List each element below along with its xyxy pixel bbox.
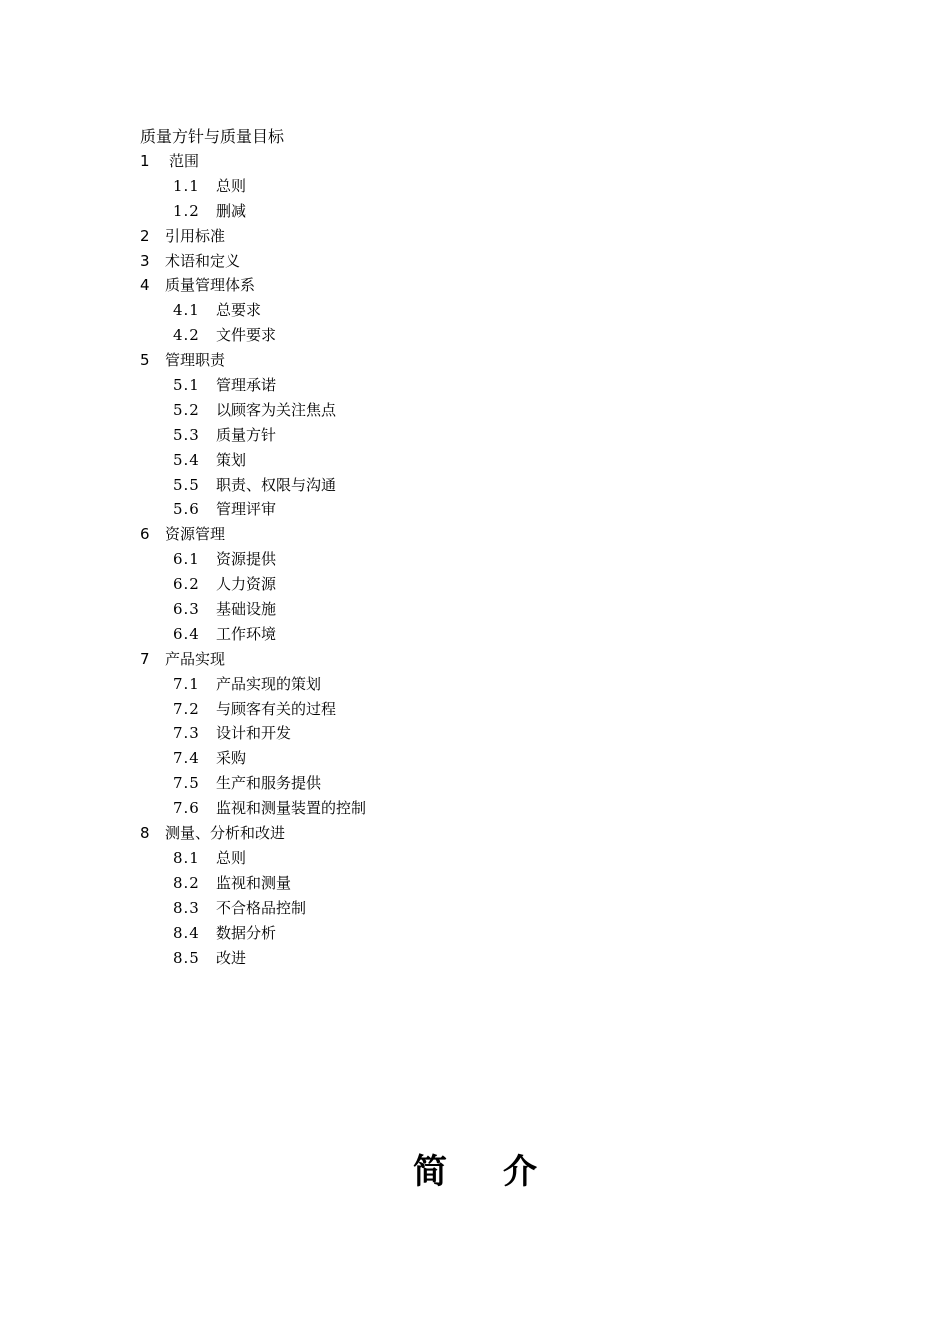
toc-entry-number: 5.2 [173, 400, 200, 419]
toc-entry-number: 8 [140, 824, 150, 843]
toc-subsection [140, 921, 740, 946]
toc-entry-number: 5.1 [173, 376, 200, 395]
toc-entry-label: 管理承诺 [216, 376, 277, 395]
toc-entry-label: 引用标准 [165, 226, 226, 245]
toc-subsection [140, 199, 740, 224]
toc-subsection [140, 672, 740, 697]
toc-entry-number: 5.5 [173, 475, 200, 494]
toc-entry-number: 7.4 [173, 749, 200, 768]
toc-subsection [140, 398, 740, 423]
toc-entry-label: 质量方针 [216, 425, 277, 444]
introduction-heading: 简介 [413, 1152, 593, 1192]
toc-entry-number: 6.2 [173, 575, 200, 594]
toc-subsection [140, 572, 740, 597]
toc-entry-number: 7.5 [173, 774, 200, 793]
toc-entry-number: 1 [140, 152, 150, 170]
toc-entry-label: 采购 [216, 749, 247, 768]
toc-entry-number: 8.2 [173, 873, 200, 892]
toc-entry-number: 7.3 [173, 724, 200, 743]
toc-entry-label: 管理评审 [216, 500, 277, 519]
toc-entry-label: 设计和开发 [216, 724, 292, 743]
toc-entry-number: 8.1 [173, 848, 200, 867]
toc-list [140, 149, 740, 970]
toc-entry-label: 生产和服务提供 [216, 774, 322, 793]
toc-section [140, 224, 740, 249]
toc-subsection [140, 622, 740, 647]
toc-subsection [140, 448, 740, 473]
toc-entry-number: 8.4 [173, 923, 200, 942]
toc-subsection [140, 746, 740, 771]
toc-section [140, 273, 740, 298]
toc-entry-label: 监视和测量 [216, 873, 292, 892]
toc-subsection [140, 896, 740, 921]
toc-entry-label: 以顾客为关注焦点 [216, 400, 337, 419]
toc-subsection [140, 697, 740, 722]
toc-section [140, 149, 740, 174]
toc-entry-number: 1.2 [173, 201, 200, 220]
toc-entry-label: 测量、分析和改进 [165, 824, 286, 843]
toc-entry-label: 术语和定义 [165, 251, 241, 270]
toc-section [140, 821, 740, 846]
toc-entry-number: 4.1 [173, 301, 200, 320]
toc-subsection [140, 547, 740, 572]
toc-section [140, 522, 740, 547]
toc-entry-label: 监视和测量装置的控制 [216, 799, 367, 818]
table-of-contents [140, 124, 740, 970]
toc-entry-number: 5.6 [173, 500, 200, 519]
toc-entry-label: 策划 [216, 450, 247, 469]
toc-entry-number: 7.1 [173, 674, 200, 693]
toc-entry-label: 总则 [216, 848, 247, 867]
toc-entry-number: 3 [140, 251, 150, 270]
toc-entry-label: 总要求 [216, 301, 262, 320]
toc-entry-label: 质量管理体系 [165, 276, 256, 295]
toc-subsection [140, 796, 740, 821]
toc-entry-label: 删减 [216, 201, 247, 220]
toc-entry-label: 职责、权限与沟通 [216, 475, 337, 494]
toc-subsection [140, 846, 740, 871]
toc-entry-number: 8.5 [173, 948, 200, 967]
toc-entry-label: 工作环境 [216, 624, 277, 643]
toc-entry-number: 7.2 [173, 699, 200, 718]
toc-entry-label: 产品实现 [165, 649, 226, 668]
toc-entry-label: 改进 [216, 948, 247, 967]
toc-subsection [140, 174, 740, 199]
toc-section [140, 647, 740, 672]
toc-entry-label: 产品实现的策划 [216, 674, 322, 693]
toc-section [140, 249, 740, 274]
toc-entry-label: 与顾客有关的过程 [216, 699, 337, 718]
toc-entry-label: 不合格品控制 [216, 898, 307, 917]
toc-entry-number: 6.3 [173, 600, 200, 619]
toc-entry-number: 5.4 [173, 450, 200, 469]
toc-entry-number: 5 [140, 351, 150, 370]
toc-title: 质量方针与质量目标 [140, 127, 285, 146]
toc-entry-label: 管理职责 [165, 351, 226, 370]
toc-entry-label: 人力资源 [216, 575, 277, 594]
toc-entry-label: 资源提供 [216, 550, 277, 569]
toc-subsection [140, 323, 740, 348]
toc-entry-number: 7.6 [173, 799, 200, 818]
toc-subsection [140, 298, 740, 323]
toc-subsection [140, 771, 740, 796]
toc-subsection [140, 373, 740, 398]
toc-section [140, 348, 740, 373]
toc-entry-label: 基础设施 [216, 600, 277, 619]
toc-entry-number: 4 [140, 276, 150, 295]
toc-subsection [140, 497, 740, 522]
toc-entry-number: 8.3 [173, 898, 200, 917]
toc-entry-number: 6 [140, 525, 150, 544]
toc-entry-number: 4.2 [173, 326, 200, 345]
toc-entry-number: 5.3 [173, 425, 200, 444]
toc-entry-number: 1.1 [173, 176, 200, 195]
toc-entry-label: 数据分析 [216, 923, 277, 942]
toc-entry-label: 文件要求 [216, 326, 277, 345]
toc-subsection [140, 721, 740, 746]
toc-subsection [140, 597, 740, 622]
toc-subsection [140, 473, 740, 498]
toc-entry-number: 6.4 [173, 624, 200, 643]
toc-entry-label: 范围 [169, 152, 200, 170]
toc-subsection [140, 423, 740, 448]
toc-subsection [140, 946, 740, 971]
toc-entry-label: 资源管理 [165, 525, 226, 544]
toc-entry-number: 7 [140, 649, 150, 668]
toc-entry-number: 2 [140, 226, 150, 245]
toc-entry-number: 6.1 [173, 550, 200, 569]
toc-entry-label: 总则 [216, 176, 247, 195]
toc-subsection [140, 871, 740, 896]
